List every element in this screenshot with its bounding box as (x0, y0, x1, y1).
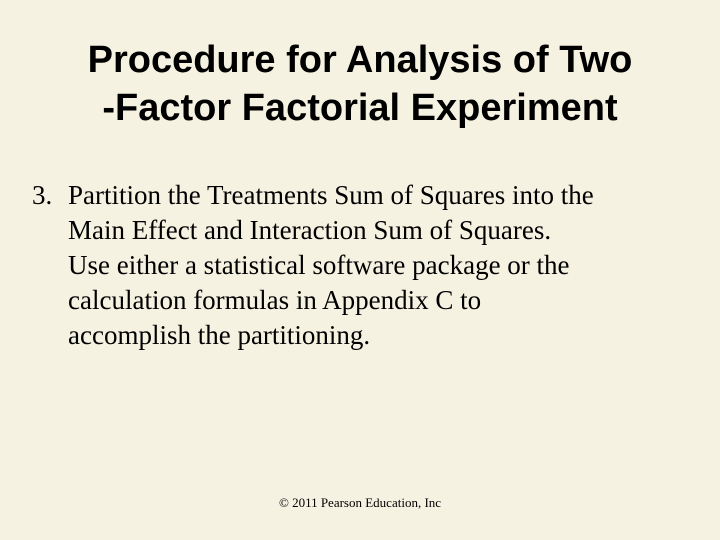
item-number: 3. (32, 180, 53, 210)
item-text-line-1: Partition the Treatments Sum of Squares into the (68, 180, 594, 210)
copyright-footer: © 2011 Pearson Education, Inc (278, 495, 442, 510)
item-text-line-2: Main Effect and Interaction Sum of Squares. (68, 215, 552, 245)
slide-title-line-2: -Factor Factorial Experiment (102, 87, 618, 129)
item-text-line-5: accomplish the partitioning. (68, 320, 371, 350)
numbered-item (32, 178, 702, 353)
slide-title (20, 36, 700, 132)
slide-body (32, 178, 702, 353)
item-text-line-3: Use either a statistical software package or the (68, 250, 570, 280)
slide-title-line-1: Procedure for Analysis of Two (87, 39, 633, 81)
item-text-line-4: calculation formulas in Appendix C to (68, 285, 482, 315)
item-text (68, 178, 702, 353)
